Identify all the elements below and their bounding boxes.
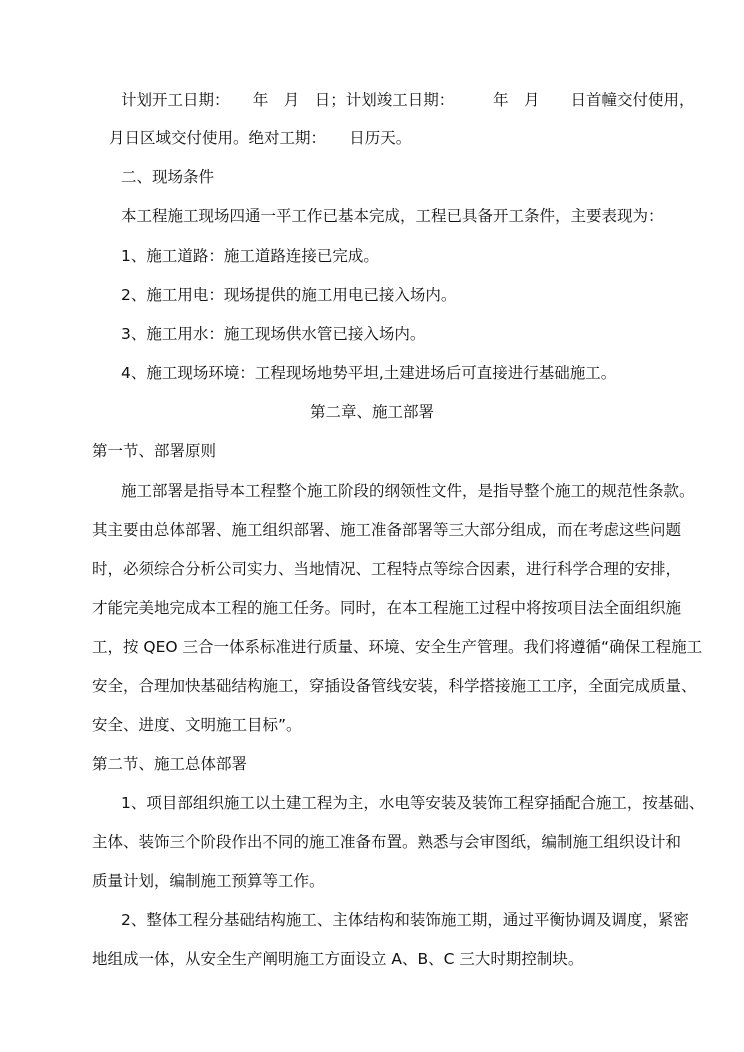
paragraph-line: 1、项目部组织施工以土建工程为主，水电等安装及装饰工程穿插配合施工，按基础、 bbox=[121, 794, 705, 812]
chapter-title: 第二章、施工部署 bbox=[309, 403, 434, 421]
site-conditions-heading: 二、现场条件 bbox=[121, 168, 215, 186]
paragraph-line: 安全、进度、文明施工目标”。 bbox=[92, 716, 302, 734]
paragraph-line: 质量计划，编制施工预算等工作。 bbox=[92, 872, 325, 890]
condition-item: 2、施工用电：现场提供的施工用电已接入场内。 bbox=[121, 286, 457, 304]
paragraph-line: 地组成一体，从安全生产阐明施工方面设立 A、B、C 三大时期控制块。 bbox=[92, 950, 584, 968]
condition-item: 4、施工现场环境：工程现场地势平坦,土建进场后可直接进行基础施工。 bbox=[121, 364, 617, 382]
condition-item: 1、施工道路：施工道路连接已完成。 bbox=[121, 247, 379, 265]
paragraph-line: 才能完美地完成本工程的施工任务。同时，在本工程施工过程中将按项目法全面组织施 bbox=[92, 599, 682, 617]
condition-item: 3、施工用水：施工现场供水管已接入场内。 bbox=[121, 325, 426, 343]
section-heading: 第二节、施工总体部署 bbox=[92, 755, 248, 773]
paragraph-line: 安全，合理加快基础结构施工，穿插设备管线安装，科学搭接施工工序，全面完成质量、 bbox=[92, 677, 697, 695]
section-heading: 第一节、部署原则 bbox=[92, 442, 217, 460]
paragraph-line: 工，按 QEO 三合一体系标准进行质量、环境、安全生产管理。我们将遵循“确保工程施工 bbox=[92, 638, 703, 656]
paragraph-line: 施工部署是指导本工程整个施工阶段的纲领性文件，是指导整个施工的规范性条款。 bbox=[121, 482, 695, 500]
schedule-dates-line: 计划开工日期： 年 月 日；计划竣工日期： 年 月 日首幢交付使用， bbox=[121, 91, 695, 109]
paragraph-line: 2、整体工程分基础结构施工、主体结构和装饰施工期，通过平衡协调及调度，紧密 bbox=[121, 911, 689, 929]
paragraph-line: 主体、装饰三个阶段作出不同的施工准备布置。熟悉与会审图纸，编制施工组织设计和 bbox=[92, 833, 682, 851]
paragraph-line: 时，必须综合分析公司实力、当地情况、工程特点等综合因素，进行科学合理的安排， bbox=[92, 560, 682, 578]
site-conditions-intro: 本工程施工现场四通一平工作已基本完成，工程已具备开工条件，主要表现为： bbox=[121, 207, 664, 225]
paragraph-line: 其主要由总体部署、施工组织部署、施工准备部署等三大部分组成，而在考虑这些问题 bbox=[92, 521, 682, 539]
duration-line: 月日区域交付使用。绝对工期： 日历天。 bbox=[109, 129, 412, 147]
